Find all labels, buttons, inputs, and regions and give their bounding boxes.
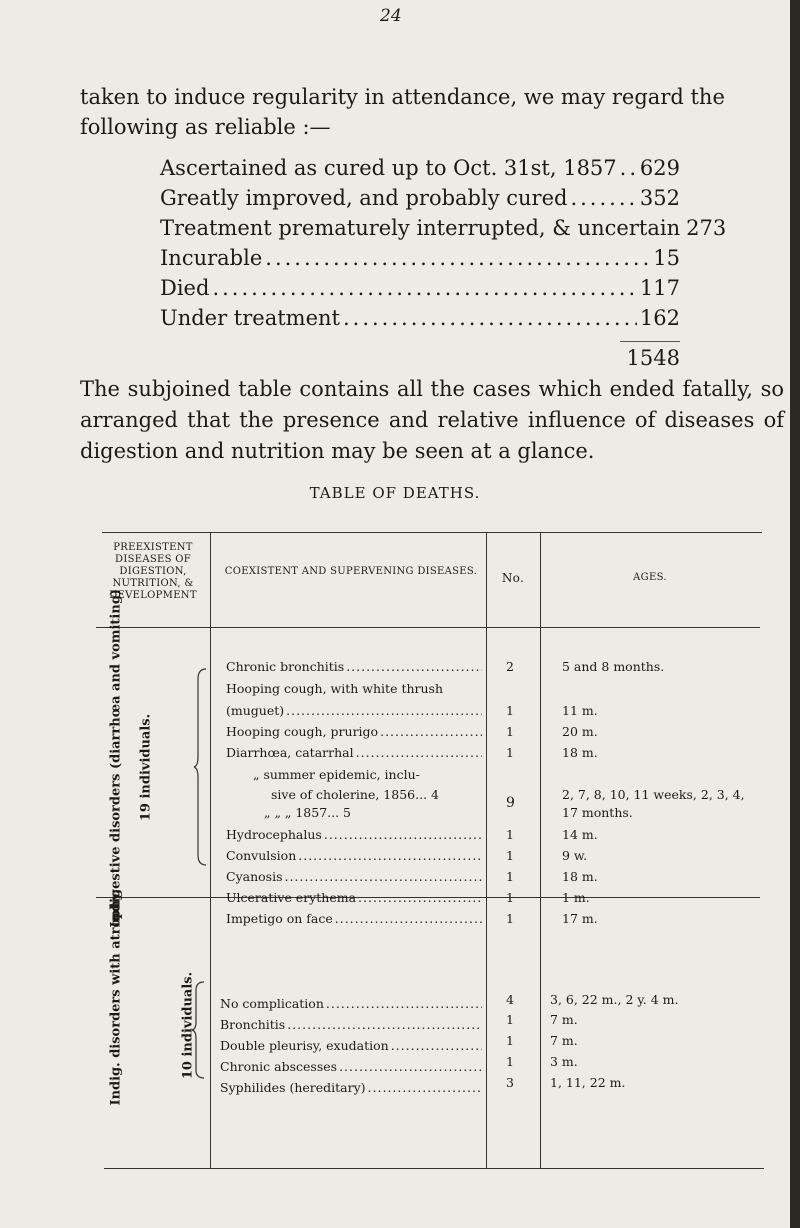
row-count: 4 <box>506 992 514 1007</box>
summary-item: Under treatment ..... 162 <box>160 303 680 333</box>
row-count: 1 <box>506 1054 514 1069</box>
table-row: Double pleurisy, exudation ..... <box>220 1038 484 1053</box>
row-ages: 17 m. <box>562 911 598 926</box>
row-count: 1 <box>506 745 514 760</box>
row-ages: 7 m. <box>550 1012 578 1027</box>
row-ages: 18 m. <box>562 745 598 760</box>
table-row: Cyanosis ..... <box>226 869 484 884</box>
table-top-rule <box>102 532 762 533</box>
header-preexistent: PREEXISTENT DISEASES OF DIGESTION, NUTRITION, & DEVELOPMENT <box>109 542 197 601</box>
row-ages: 14 m. <box>562 827 598 842</box>
row-count: 1 <box>506 890 514 905</box>
group2-label: Indig. disorders with atrophy. <box>108 889 124 1106</box>
table-title: TABLE OF DEATHS. <box>309 484 481 502</box>
row-count: 1 <box>506 848 514 863</box>
summary-item: Ascertained as cured up to Oct. 31st, 1857 ..... 629 <box>160 153 680 183</box>
row-ages: 1, 11, 22 m. <box>550 1075 626 1090</box>
group1-label: Indigestive disorders (diarrhœa and vomiting) <box>108 588 124 928</box>
deaths-table <box>96 532 764 1178</box>
summary-total: 1548 <box>626 346 680 370</box>
table-row: Impetigo on face ..... <box>226 911 484 926</box>
page-edge <box>790 0 800 1228</box>
header-coexistent: COEXISTENT AND SUPERVENING DISEASES. <box>224 566 478 577</box>
row-ages: 3, 6, 22 m., 2 y. 4 m. <box>550 992 679 1007</box>
table-row: Hydrocephalus ..... <box>226 827 484 842</box>
row-count: 3 <box>506 1075 514 1090</box>
table-description-paragraph: The subjoined table contains all the cases which ended fatally, so arranged that the presence and relative influence of diseases of digestion and nutrition may be seen at a glance. <box>80 377 784 463</box>
table-row: „ summer epidemic, inclu- <box>253 767 420 782</box>
header-no: No. <box>501 571 525 585</box>
table-row: No complication ..... <box>220 996 484 1011</box>
summary-item: Incurable ..... 15 <box>160 243 680 273</box>
header-rule <box>96 627 760 628</box>
row-count: 1 <box>506 911 514 926</box>
page-number: 24 <box>380 6 402 26</box>
row-count: 1 <box>506 1012 514 1027</box>
row-count: 2 <box>506 659 514 674</box>
table-row: Chronic abscesses ..... <box>220 1059 484 1074</box>
group1-count: 19 individuals. <box>138 713 154 822</box>
table-row: sive of cholerine, 1856... 4 <box>271 787 439 802</box>
table-row: Syphilides (hereditary) ..... <box>220 1080 484 1095</box>
row-ages: 20 m. <box>562 724 598 739</box>
row-ages: 18 m. <box>562 869 598 884</box>
row-ages: 11 m. <box>562 703 598 718</box>
row-ages: 1 m. <box>562 890 590 905</box>
group2-count: 10 individuals. <box>180 971 196 1080</box>
row-ages: 9 w. <box>562 848 588 863</box>
row-count: 1 <box>506 869 514 884</box>
row-count: 1 <box>506 827 514 842</box>
table-row: Chronic bronchitis ..... <box>226 659 484 674</box>
row-count: 1 <box>506 703 514 718</box>
table-row: Hooping cough, with white thrush <box>226 681 444 696</box>
row-ages: 2, 7, 8, 10, 11 weeks, 2, 3, 4, <box>562 787 745 802</box>
table-row: „ „ „ 1857... 5 <box>264 805 352 820</box>
summary-item: Treatment prematurely interrupted, & uncertain 273 <box>160 216 727 240</box>
column-divider <box>486 532 487 1168</box>
intro-paragraph: taken to induce regularity in attendance, we may regard the following as reliable :— <box>80 85 725 139</box>
table-row: (muguet) ..... <box>226 703 484 718</box>
summary-item: Greatly improved, and probably cured ..... 352 <box>160 183 680 213</box>
column-divider <box>210 532 211 1168</box>
group2-brace <box>192 980 208 1080</box>
table-row: Ulcerative erythema ..... <box>226 890 484 905</box>
column-divider <box>540 532 541 1168</box>
table-bottom-rule <box>104 1168 764 1169</box>
summary-item: Died ..... 117 <box>160 273 680 303</box>
table-row: Bronchitis ..... <box>220 1017 484 1032</box>
row-ages: 7 m. <box>550 1033 578 1048</box>
group1-brace <box>194 667 210 867</box>
outcome-summary-list <box>160 153 727 333</box>
header-ages: AGES. <box>633 572 667 583</box>
row-count: 1 <box>506 724 514 739</box>
row-count: 9 <box>506 795 515 811</box>
table-row: Convulsion ..... <box>226 848 484 863</box>
row-count: 1 <box>506 1033 514 1048</box>
row-ages: 3 m. <box>550 1054 578 1069</box>
table-row: Hooping cough, prurigo ..... <box>226 724 484 739</box>
row-ages: 5 and 8 months. <box>562 659 665 674</box>
total-rule <box>620 341 680 342</box>
row-ages: 17 months. <box>562 805 633 820</box>
table-row: Diarrhœa, catarrhal ..... <box>226 745 484 760</box>
